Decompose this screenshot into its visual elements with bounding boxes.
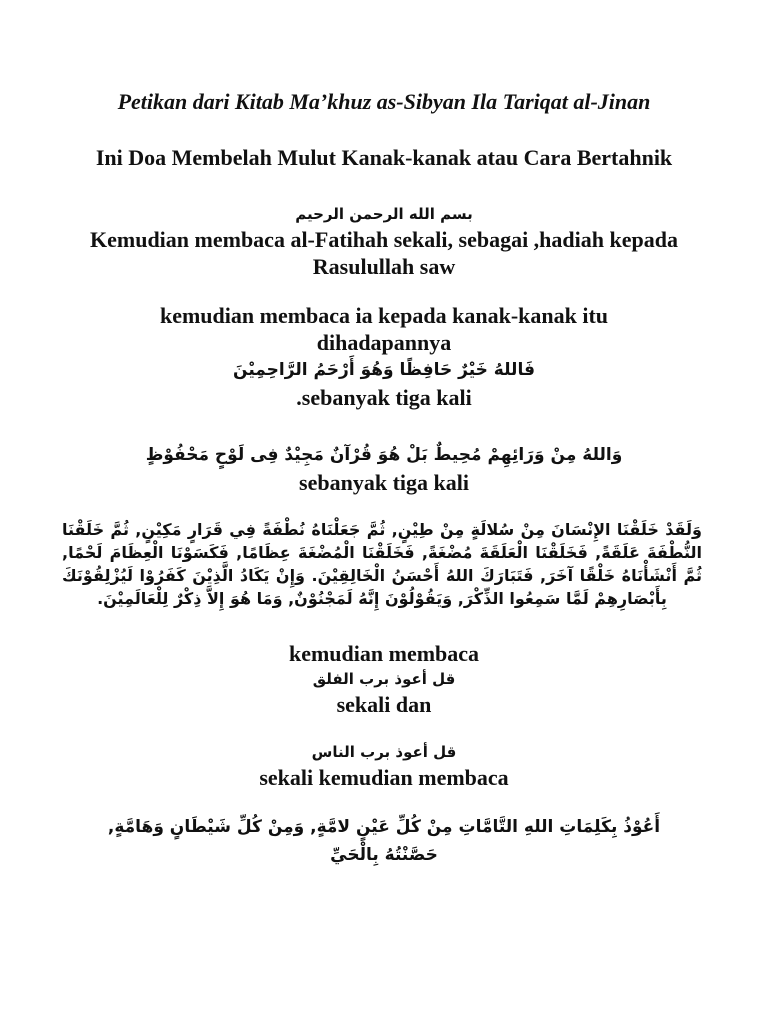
arabic-verse-muhit: وَاللهُ مِنْ وَرَائِهِمْ مُحِيطٌ بَلْ هُوَ قُرْآنٌ مَجِيْدٌ فِى لَوْحٍ مَحْفُوْظٍ [145, 445, 623, 465]
arabic-surah-falaq: قل أعوذ برب الفلق [312, 670, 456, 688]
instruction-once-and: sekali dan [336, 692, 432, 717]
repeat-three-times-2: sebanyak tiga kali [299, 470, 469, 495]
instruction-then-read: kemudian membaca [288, 641, 480, 666]
arabic-surah-nas: قل أعوذ برب الناس [311, 743, 457, 761]
arabic-prayer-protection: أَعُوْذُ بِكَلِمَاتِ اللهِ التَّامَّاتِ مِنْ كُلِّ عَيْنٍ لامَّةٍ, وَمِنْ كُلِّ شَيْطَانٍ وَهَامَّةٍ, حَصَّنْتُهُ بِالْحَيِّ [107, 817, 661, 865]
document-title: Petikan dari Kitab Ma’khuz as-Sibyan Ila Tariqat al-Jinan [117, 89, 651, 114]
arabic-verse-hafizan: فَاللهُ خَيْرٌ حَافِظًا وَهُوَ أَرْحَمُ الرَّاحِمِيْنَ [233, 360, 535, 380]
arabic-passage-creation: وَلَقَدْ خَلَقْنَا الإِنْسَانَ مِنْ سُلالَةٍ مِنْ طِيْنٍ, ثُمَّ جَعَلْنَاهُ نُطْفَةً فِي قَرَارٍ مَكِيْنٍ, ثُمَّ خَلَقْنَا النُّطْفَةَ عَلَقَةً, فَخَلَقْنَا الْعَلَقَةَ مُضْغَةً, فَخَلَقْنَا الْمُضْغَةَ عِظَامًا, فَكَسَوْنَا الْعِظَامَ لَحْمًا, ثُمَّ أَنْشَأْنَاهُ خَلْقًا آخَرَ, فَتَبَارَكَ اللهُ أَحْسَنُ الْخَالِقِيْنَ. وَإِنْ يَكَادُ الَّذِيْنَ كَفَرُوْا لَيُزْلِقُوْنَكَ بِأَبْصَارِهِمْ لَمَّا سَمِعُوا الذِّكْرَ, وَيَقُوْلُوْنَ إِنَّهُ لَمَجْنُوْنٌ, وَمَا هُوَ إِلاَّ ذِكْرٌ لِلْعَالَمِيْنَ. [62, 520, 702, 608]
instruction-once-then-read: sekali kemudian membaca [259, 765, 509, 790]
document-heading: Ini Doa Membelah Mulut Kanak-kanak atau Cara Bertahnik [95, 145, 673, 170]
instruction-read-before-child: kemudian membaca ia kepada kanak-kanak itu dihadapannya [159, 303, 609, 355]
repeat-three-times-1: .sebanyak tiga kali [296, 385, 472, 410]
basmalah-text: بسم الله الرحمن الرحيم [295, 205, 473, 223]
instruction-fatihah: Kemudian membaca al-Fatihah sekali, sebagai ,hadiah kepada Rasulullah saw [90, 227, 678, 279]
document-page [62, 88, 702, 869]
